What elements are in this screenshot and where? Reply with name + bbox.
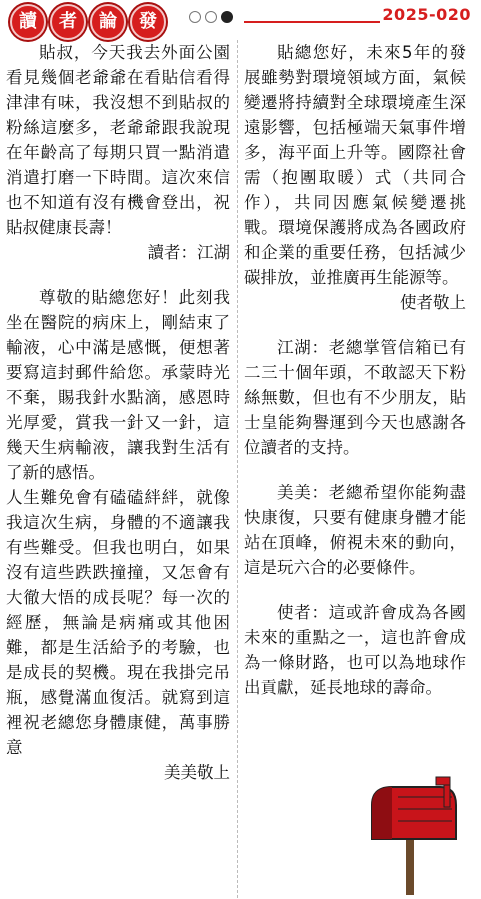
decorative-dots — [189, 11, 233, 23]
title-char-4: 發 — [130, 4, 166, 40]
reply-text: 江湖：老總掌管信箱已有二三十個年頭，不敢認天下粉絲無數，但也有不少朋友，貼士皇能夠譽運到今天也感謝各位讀者的支持。 — [244, 338, 466, 457]
dot-icon — [205, 11, 217, 23]
letter-text: 人生難免會有磕磕絆絆，就像我這次生病，身體的不適讓我有些難受。但我也明白，如果沒有這些跌跌撞撞，又怎會有大徹大悟的成長呢？每一次的經歷，無論是病痛或其他困難，都是生活給予的考驗，也是成長的契機。現在我掛完吊瓶，感覺滿血復活。就寫到這裡祝老總您身體康健，萬事勝意 — [6, 488, 230, 757]
title-char-1: 讀 — [10, 4, 46, 40]
letter-text: 貼總您好，未來5年的發展雖勢對環境領域方面，氣候變遷將持續對全球環境產生深遠影響，包括極端天氣事件增多，海平面上升等。國際社會需（抱團取暖）式（共同合作），共同因應氣候變遷挑戰。環境保護將成為各國政府和企業的重要任務，包括減少碳排放，並推廣再生能源等。 — [244, 43, 466, 287]
mailbox-icon — [352, 775, 472, 895]
letter-text: 貼叔，今天我去外面公園看見幾個老爺爺在看貼信看得津津有味，我沒想不到貼叔的粉絲這麼多，老爺爺跟我說現在年齡高了每期只買一點消遣消遣打磨一下時間。這次來信也不知道有沒有機會登出，祝貼叔健康長壽！ — [6, 43, 230, 237]
dot-filled-icon — [221, 11, 233, 23]
dot-icon — [189, 11, 201, 23]
column-title — [10, 4, 166, 40]
title-char-2: 者 — [50, 4, 86, 40]
header-divider — [244, 21, 380, 23]
letter-signature: 使者敬上 — [400, 293, 466, 312]
right-column — [244, 40, 466, 700]
column-divider — [237, 40, 238, 898]
title-char-3: 論 — [90, 4, 126, 40]
reply-text: 使者：這或許會成為各國未來的重點之一，這也許會成為一條財路，也可以為地球作出貢獻，延長地球的壽命。 — [244, 603, 466, 697]
letter-signature: 讀者：江湖 — [147, 243, 230, 262]
letter-text: 尊敬的貼總您好！此刻我坐在醫院的病床上，剛結束了輸液，心中滿是感慨，便想著要寫這封郵件給您。承蒙時光不棄，賜我針水點滴，感恩時光厚愛，賞我一針又一針，這幾天生病輸液，讓我對生活有了新的感悟。 — [6, 288, 230, 482]
left-column — [6, 40, 230, 785]
header — [0, 0, 481, 40]
reply-text: 美美：老總希望你能夠盡快康復，只要有健康身體才能站在頂峰，俯視未來的動向，這是玩六合的必要條件。 — [244, 483, 466, 577]
letter-signature: 美美敬上 — [164, 763, 230, 782]
issue-number: 2025-020 — [382, 5, 471, 24]
